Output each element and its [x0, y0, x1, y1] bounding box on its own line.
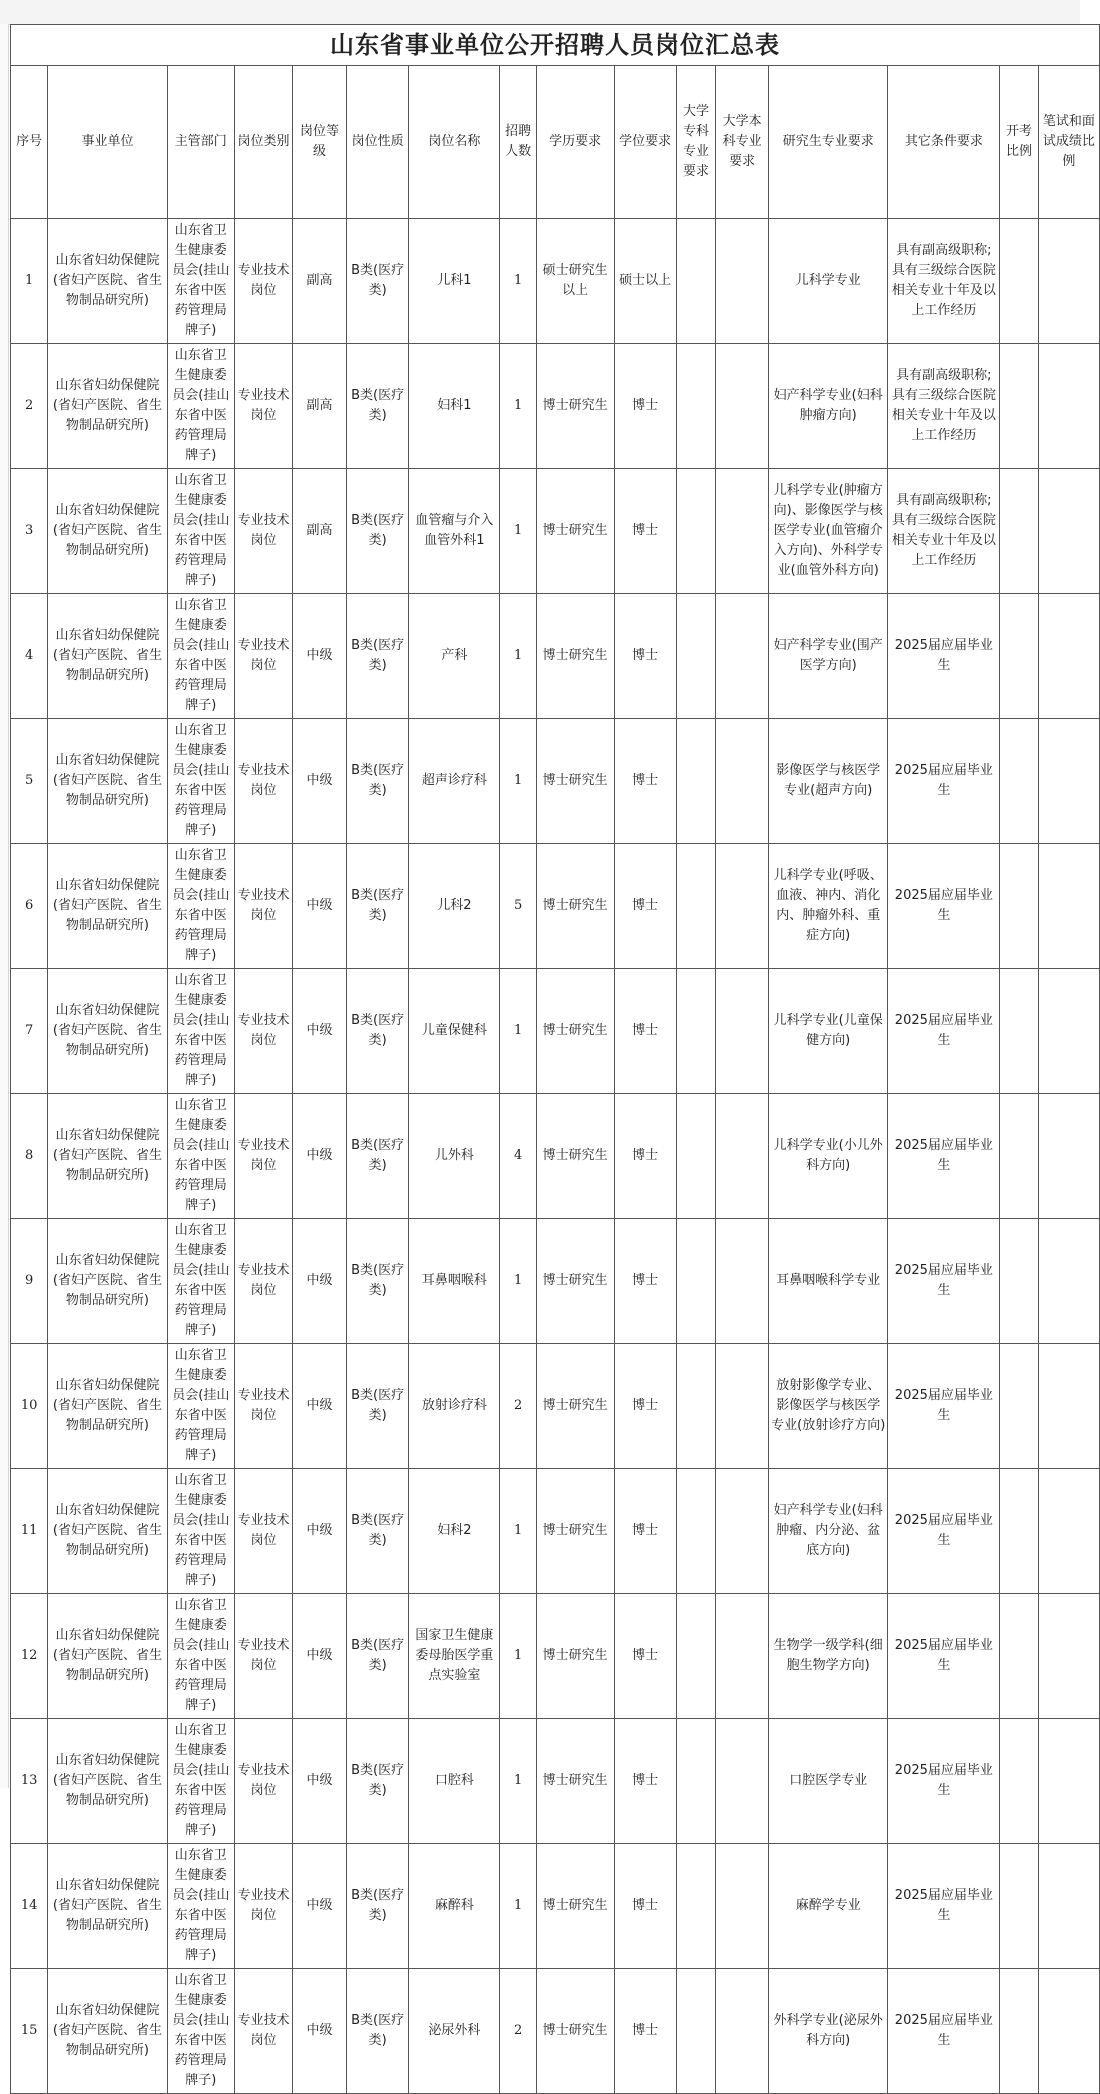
cell-college: [676, 344, 715, 469]
cell-unit: 山东省妇幼保健院(省妇产医院、省生物制品研究所): [48, 344, 167, 469]
cell-category: 专业技术岗位: [235, 844, 293, 969]
cell-degree: 博士: [614, 469, 676, 594]
cell-ratio: [1000, 1719, 1038, 1844]
cell-other: 2025届应届毕业生: [888, 1469, 1000, 1594]
cell-nature: B类(医疗类): [347, 1344, 409, 1469]
table-row: [11, 1969, 1100, 2094]
table-row: [11, 1719, 1100, 1844]
table-row: [11, 1469, 1100, 1594]
cell-category: 专业技术岗位: [235, 594, 293, 719]
cell-college: [676, 844, 715, 969]
column-header: 主管部门: [167, 66, 234, 219]
cell-edu: 博士研究生: [536, 1594, 614, 1719]
cell-bachelor: [716, 469, 769, 594]
column-header: 岗位类别: [235, 66, 293, 219]
cell-bachelor: [716, 1469, 769, 1594]
table-row: [11, 1219, 1100, 1344]
cell-other: 具有副高级职称;具有三级综合医院相关专业十年及以上工作经历: [888, 344, 1000, 469]
cell-count: 1: [500, 344, 536, 469]
cell-dept: 山东省卫生健康委员会(挂山东省中医药管理局牌子): [167, 1219, 234, 1344]
cell-score: [1038, 1719, 1099, 1844]
cell-degree: 博士: [614, 594, 676, 719]
cell-ratio: [1000, 469, 1038, 594]
cell-score: [1038, 219, 1099, 344]
cell-level: 中级: [293, 719, 347, 844]
cell-nature: B类(医疗类): [347, 1219, 409, 1344]
cell-post: 妇科2: [409, 1469, 500, 1594]
cell-bachelor: [716, 1344, 769, 1469]
cell-post: 口腔科: [409, 1719, 500, 1844]
table-row: [11, 1844, 1100, 1969]
cell-dept: 山东省卫生健康委员会(挂山东省中医药管理局牌子): [167, 1344, 234, 1469]
cell-ratio: [1000, 1844, 1038, 1969]
cell-college: [676, 1969, 715, 2094]
cell-dept: 山东省卫生健康委员会(挂山东省中医药管理局牌子): [167, 219, 234, 344]
cell-unit: 山东省妇幼保健院(省妇产医院、省生物制品研究所): [48, 1344, 167, 1469]
cell-grad: 儿科学专业(小儿外科方向): [769, 1094, 888, 1219]
cell-score: [1038, 719, 1099, 844]
cell-ratio: [1000, 1094, 1038, 1219]
cell-count: 1: [500, 469, 536, 594]
column-header: 其它条件要求: [888, 66, 1000, 219]
cell-dept: 山东省卫生健康委员会(挂山东省中医药管理局牌子): [167, 1969, 234, 2094]
cell-level: 中级: [293, 844, 347, 969]
cell-unit: 山东省妇幼保健院(省妇产医院、省生物制品研究所): [48, 719, 167, 844]
cell-other: 2025届应届毕业生: [888, 1719, 1000, 1844]
cell-post: 血管瘤与介入血管外科1: [409, 469, 500, 594]
cell-no: 5: [11, 719, 48, 844]
cell-count: 1: [500, 219, 536, 344]
cell-count: 1: [500, 1469, 536, 1594]
cell-no: 2: [11, 344, 48, 469]
cell-no: 9: [11, 1219, 48, 1344]
cell-grad: 儿科学专业(儿童保健方向): [769, 969, 888, 1094]
cell-ratio: [1000, 219, 1038, 344]
recruitment-table: [10, 24, 1100, 2094]
cell-nature: B类(医疗类): [347, 1844, 409, 1969]
table-row: [11, 969, 1100, 1094]
cell-ratio: [1000, 719, 1038, 844]
table-row: [11, 1344, 1100, 1469]
cell-category: 专业技术岗位: [235, 1844, 293, 1969]
cell-level: 副高: [293, 469, 347, 594]
cell-category: 专业技术岗位: [235, 1469, 293, 1594]
cell-grad: 儿科学专业(呼吸、血液、神内、消化内、肿瘤外科、重症方向): [769, 844, 888, 969]
cell-edu: 博士研究生: [536, 844, 614, 969]
column-header: 研究生专业要求: [769, 66, 888, 219]
cell-category: 专业技术岗位: [235, 219, 293, 344]
column-header: 大学本科专业要求: [716, 66, 769, 219]
cell-no: 14: [11, 1844, 48, 1969]
cell-score: [1038, 594, 1099, 719]
cell-count: 1: [500, 969, 536, 1094]
cell-category: 专业技术岗位: [235, 1594, 293, 1719]
cell-score: [1038, 1219, 1099, 1344]
cell-unit: 山东省妇幼保健院(省妇产医院、省生物制品研究所): [48, 969, 167, 1094]
cell-edu: 博士研究生: [536, 719, 614, 844]
cell-level: 副高: [293, 344, 347, 469]
cell-score: [1038, 969, 1099, 1094]
cell-score: [1038, 1969, 1099, 2094]
cell-edu: 博士研究生: [536, 1344, 614, 1469]
cell-grad: 妇产科学专业(妇科肿瘤、内分泌、盆底方向): [769, 1469, 888, 1594]
cell-degree: 博士: [614, 1469, 676, 1594]
cell-no: 13: [11, 1719, 48, 1844]
cell-post: 国家卫生健康委母胎医学重点实验室: [409, 1594, 500, 1719]
cell-college: [676, 1469, 715, 1594]
cell-edu: 博士研究生: [536, 1844, 614, 1969]
cell-bachelor: [716, 1844, 769, 1969]
cell-nature: B类(医疗类): [347, 969, 409, 1094]
cell-ratio: [1000, 1969, 1038, 2094]
cell-degree: 博士: [614, 1344, 676, 1469]
cell-nature: B类(医疗类): [347, 1969, 409, 2094]
cell-post: 儿童保健科: [409, 969, 500, 1094]
column-header: 事业单位: [48, 66, 167, 219]
cell-post: 儿外科: [409, 1094, 500, 1219]
cell-grad: 儿科学专业(肿瘤方向)、影像医学与核医学专业(血管瘤介入方向)、外科学专业(血管外科方向): [769, 469, 888, 594]
cell-no: 12: [11, 1594, 48, 1719]
cell-score: [1038, 1594, 1099, 1719]
cell-unit: 山东省妇幼保健院(省妇产医院、省生物制品研究所): [48, 594, 167, 719]
cell-dept: 山东省卫生健康委员会(挂山东省中医药管理局牌子): [167, 344, 234, 469]
cell-count: 5: [500, 844, 536, 969]
table-row: [11, 219, 1100, 344]
cell-category: 专业技术岗位: [235, 344, 293, 469]
cell-other: 2025届应届毕业生: [888, 1594, 1000, 1719]
cell-post: 超声诊疗科: [409, 719, 500, 844]
cell-level: 中级: [293, 1719, 347, 1844]
cell-level: 中级: [293, 1094, 347, 1219]
column-header: 序号: [11, 66, 48, 219]
cell-score: [1038, 1469, 1099, 1594]
cell-no: 3: [11, 469, 48, 594]
cell-bachelor: [716, 1219, 769, 1344]
column-header: 开考比例: [1000, 66, 1038, 219]
cell-unit: 山东省妇幼保健院(省妇产医院、省生物制品研究所): [48, 219, 167, 344]
cell-post: 儿科2: [409, 844, 500, 969]
cell-other: 2025届应届毕业生: [888, 1094, 1000, 1219]
cell-college: [676, 1344, 715, 1469]
cell-degree: 博士: [614, 1719, 676, 1844]
cell-other: 2025届应届毕业生: [888, 1969, 1000, 2094]
cell-nature: B类(医疗类): [347, 469, 409, 594]
cell-dept: 山东省卫生健康委员会(挂山东省中医药管理局牌子): [167, 719, 234, 844]
cell-grad: 外科学专业(泌尿外科方向): [769, 1969, 888, 2094]
cell-score: [1038, 344, 1099, 469]
cell-edu: 博士研究生: [536, 594, 614, 719]
cell-count: 4: [500, 1094, 536, 1219]
cell-level: 中级: [293, 594, 347, 719]
cell-edu: 博士研究生: [536, 344, 614, 469]
cell-no: 4: [11, 594, 48, 719]
cell-college: [676, 1219, 715, 1344]
cell-degree: 博士: [614, 1594, 676, 1719]
cell-college: [676, 219, 715, 344]
cell-ratio: [1000, 594, 1038, 719]
cell-other: 2025届应届毕业生: [888, 594, 1000, 719]
cell-no: 15: [11, 1969, 48, 2094]
column-header: 笔试和面试成绩比例: [1038, 66, 1099, 219]
cell-score: [1038, 1344, 1099, 1469]
cell-category: 专业技术岗位: [235, 719, 293, 844]
cell-grad: 妇产科学专业(围产医学方向): [769, 594, 888, 719]
cell-score: [1038, 469, 1099, 594]
cell-degree: 博士: [614, 844, 676, 969]
cell-edu: 博士研究生: [536, 1719, 614, 1844]
cell-degree: 硕士以上: [614, 219, 676, 344]
cell-degree: 博士: [614, 719, 676, 844]
cell-college: [676, 1844, 715, 1969]
cell-post: 耳鼻咽喉科: [409, 1219, 500, 1344]
cell-edu: 博士研究生: [536, 1094, 614, 1219]
cell-college: [676, 1594, 715, 1719]
cell-dept: 山东省卫生健康委员会(挂山东省中医药管理局牌子): [167, 1719, 234, 1844]
cell-nature: B类(医疗类): [347, 1594, 409, 1719]
cell-college: [676, 594, 715, 719]
cell-grad: 耳鼻咽喉科学专业: [769, 1219, 888, 1344]
cell-count: 2: [500, 1969, 536, 2094]
cell-category: 专业技术岗位: [235, 1969, 293, 2094]
cell-dept: 山东省卫生健康委员会(挂山东省中医药管理局牌子): [167, 969, 234, 1094]
cell-no: 10: [11, 1344, 48, 1469]
cell-unit: 山东省妇幼保健院(省妇产医院、省生物制品研究所): [48, 1219, 167, 1344]
table-row: [11, 594, 1100, 719]
cell-grad: 放射影像学专业、影像医学与核医学专业(放射诊疗方向): [769, 1344, 888, 1469]
cell-bachelor: [716, 594, 769, 719]
cell-nature: B类(医疗类): [347, 1719, 409, 1844]
cell-degree: 博士: [614, 1219, 676, 1344]
cell-nature: B类(医疗类): [347, 1094, 409, 1219]
cell-ratio: [1000, 1344, 1038, 1469]
cell-post: 妇科1: [409, 344, 500, 469]
cell-ratio: [1000, 1469, 1038, 1594]
table-row: [11, 844, 1100, 969]
cell-grad: 影像医学与核医学专业(超声方向): [769, 719, 888, 844]
cell-count: 1: [500, 719, 536, 844]
cell-count: 1: [500, 1844, 536, 1969]
cell-bachelor: [716, 1594, 769, 1719]
cell-nature: B类(医疗类): [347, 219, 409, 344]
cell-score: [1038, 844, 1099, 969]
cell-level: 副高: [293, 219, 347, 344]
cell-other: 具有副高级职称;具有三级综合医院相关专业十年及以上工作经历: [888, 219, 1000, 344]
cell-unit: 山东省妇幼保健院(省妇产医院、省生物制品研究所): [48, 1594, 167, 1719]
cell-edu: 博士研究生: [536, 1969, 614, 2094]
cell-category: 专业技术岗位: [235, 1094, 293, 1219]
cell-score: [1038, 1094, 1099, 1219]
table-row: [11, 344, 1100, 469]
cell-dept: 山东省卫生健康委员会(挂山东省中医药管理局牌子): [167, 594, 234, 719]
cell-college: [676, 469, 715, 594]
cell-level: 中级: [293, 1594, 347, 1719]
cell-ratio: [1000, 344, 1038, 469]
cell-other: 2025届应届毕业生: [888, 1219, 1000, 1344]
cell-grad: 生物学一级学科(细胞生物学方向): [769, 1594, 888, 1719]
cell-category: 专业技术岗位: [235, 1719, 293, 1844]
cell-ratio: [1000, 969, 1038, 1094]
cell-nature: B类(医疗类): [347, 344, 409, 469]
cell-count: 1: [500, 594, 536, 719]
cell-dept: 山东省卫生健康委员会(挂山东省中医药管理局牌子): [167, 1844, 234, 1969]
cell-unit: 山东省妇幼保健院(省妇产医院、省生物制品研究所): [48, 1094, 167, 1219]
cell-category: 专业技术岗位: [235, 1344, 293, 1469]
cell-post: 泌尿外科: [409, 1969, 500, 2094]
table-title: 山东省事业单位公开招聘人员岗位汇总表: [11, 25, 1100, 66]
column-header: 岗位等级: [293, 66, 347, 219]
cell-bachelor: [716, 844, 769, 969]
column-header: 大学专科专业要求: [676, 66, 715, 219]
table-row: [11, 469, 1100, 594]
cell-college: [676, 1094, 715, 1219]
column-header: 岗位名称: [409, 66, 500, 219]
cell-ratio: [1000, 1219, 1038, 1344]
header-row: [11, 66, 1100, 219]
left-margin: [0, 24, 9, 1788]
cell-other: 2025届应届毕业生: [888, 969, 1000, 1094]
cell-degree: 博士: [614, 1844, 676, 1969]
cell-college: [676, 969, 715, 1094]
cell-nature: B类(医疗类): [347, 594, 409, 719]
cell-category: 专业技术岗位: [235, 969, 293, 1094]
cell-dept: 山东省卫生健康委员会(挂山东省中医药管理局牌子): [167, 1469, 234, 1594]
cell-edu: 硕士研究生以上: [536, 219, 614, 344]
column-header: 岗位性质: [347, 66, 409, 219]
cell-level: 中级: [293, 1969, 347, 2094]
cell-degree: 博士: [614, 1969, 676, 2094]
cell-dept: 山东省卫生健康委员会(挂山东省中医药管理局牌子): [167, 1094, 234, 1219]
cell-other: 2025届应届毕业生: [888, 719, 1000, 844]
cell-edu: 博士研究生: [536, 1469, 614, 1594]
column-header: 学历要求: [536, 66, 614, 219]
cell-level: 中级: [293, 1344, 347, 1469]
cell-count: 1: [500, 1719, 536, 1844]
cell-dept: 山东省卫生健康委员会(挂山东省中医药管理局牌子): [167, 844, 234, 969]
cell-no: 1: [11, 219, 48, 344]
cell-category: 专业技术岗位: [235, 469, 293, 594]
cell-other: 2025届应届毕业生: [888, 1844, 1000, 1969]
cell-count: 1: [500, 1594, 536, 1719]
cell-bachelor: [716, 1969, 769, 2094]
cell-post: 放射诊疗科: [409, 1344, 500, 1469]
cell-other: 具有副高级职称;具有三级综合医院相关专业十年及以上工作经历: [888, 469, 1000, 594]
cell-bachelor: [716, 1719, 769, 1844]
cell-post: 麻醉科: [409, 1844, 500, 1969]
cell-unit: 山东省妇幼保健院(省妇产医院、省生物制品研究所): [48, 1844, 167, 1969]
cell-level: 中级: [293, 1219, 347, 1344]
cell-level: 中级: [293, 969, 347, 1094]
cell-no: 7: [11, 969, 48, 1094]
cell-unit: 山东省妇幼保健院(省妇产医院、省生物制品研究所): [48, 1719, 167, 1844]
cell-no: 11: [11, 1469, 48, 1594]
cell-unit: 山东省妇幼保健院(省妇产医院、省生物制品研究所): [48, 469, 167, 594]
cell-edu: 博士研究生: [536, 1219, 614, 1344]
cell-unit: 山东省妇幼保健院(省妇产医院、省生物制品研究所): [48, 1969, 167, 2094]
table-row: [11, 719, 1100, 844]
cell-bachelor: [716, 344, 769, 469]
cell-ratio: [1000, 1594, 1038, 1719]
table-row: [11, 1094, 1100, 1219]
cell-grad: 口腔医学专业: [769, 1719, 888, 1844]
cell-degree: 博士: [614, 1094, 676, 1219]
cell-college: [676, 719, 715, 844]
cell-post: 儿科1: [409, 219, 500, 344]
cell-count: 1: [500, 1219, 536, 1344]
cell-nature: B类(医疗类): [347, 844, 409, 969]
cell-level: 中级: [293, 1469, 347, 1594]
cell-bachelor: [716, 719, 769, 844]
cell-bachelor: [716, 219, 769, 344]
cell-score: [1038, 1844, 1099, 1969]
cell-category: 专业技术岗位: [235, 1219, 293, 1344]
table-row: [11, 1594, 1100, 1719]
cell-bachelor: [716, 1094, 769, 1219]
cell-degree: 博士: [614, 344, 676, 469]
cell-no: 8: [11, 1094, 48, 1219]
cell-other: 2025届应届毕业生: [888, 1344, 1000, 1469]
table-body: [11, 219, 1100, 2094]
cell-degree: 博士: [614, 969, 676, 1094]
cell-dept: 山东省卫生健康委员会(挂山东省中医药管理局牌子): [167, 1594, 234, 1719]
cell-bachelor: [716, 969, 769, 1094]
cell-ratio: [1000, 844, 1038, 969]
cell-grad: 儿科学专业: [769, 219, 888, 344]
cell-edu: 博士研究生: [536, 969, 614, 1094]
top-margin: [0, 0, 1080, 25]
cell-college: [676, 1719, 715, 1844]
cell-level: 中级: [293, 1844, 347, 1969]
cell-nature: B类(医疗类): [347, 719, 409, 844]
column-header: 学位要求: [614, 66, 676, 219]
cell-nature: B类(医疗类): [347, 1469, 409, 1594]
cell-unit: 山东省妇幼保健院(省妇产医院、省生物制品研究所): [48, 1469, 167, 1594]
cell-count: 2: [500, 1344, 536, 1469]
cell-unit: 山东省妇幼保健院(省妇产医院、省生物制品研究所): [48, 844, 167, 969]
cell-edu: 博士研究生: [536, 469, 614, 594]
column-header: 招聘人数: [500, 66, 536, 219]
cell-post: 产科: [409, 594, 500, 719]
cell-other: 2025届应届毕业生: [888, 844, 1000, 969]
cell-grad: 妇产科学专业(妇科肿瘤方向): [769, 344, 888, 469]
cell-no: 6: [11, 844, 48, 969]
cell-dept: 山东省卫生健康委员会(挂山东省中医药管理局牌子): [167, 469, 234, 594]
cell-grad: 麻醉学专业: [769, 1844, 888, 1969]
